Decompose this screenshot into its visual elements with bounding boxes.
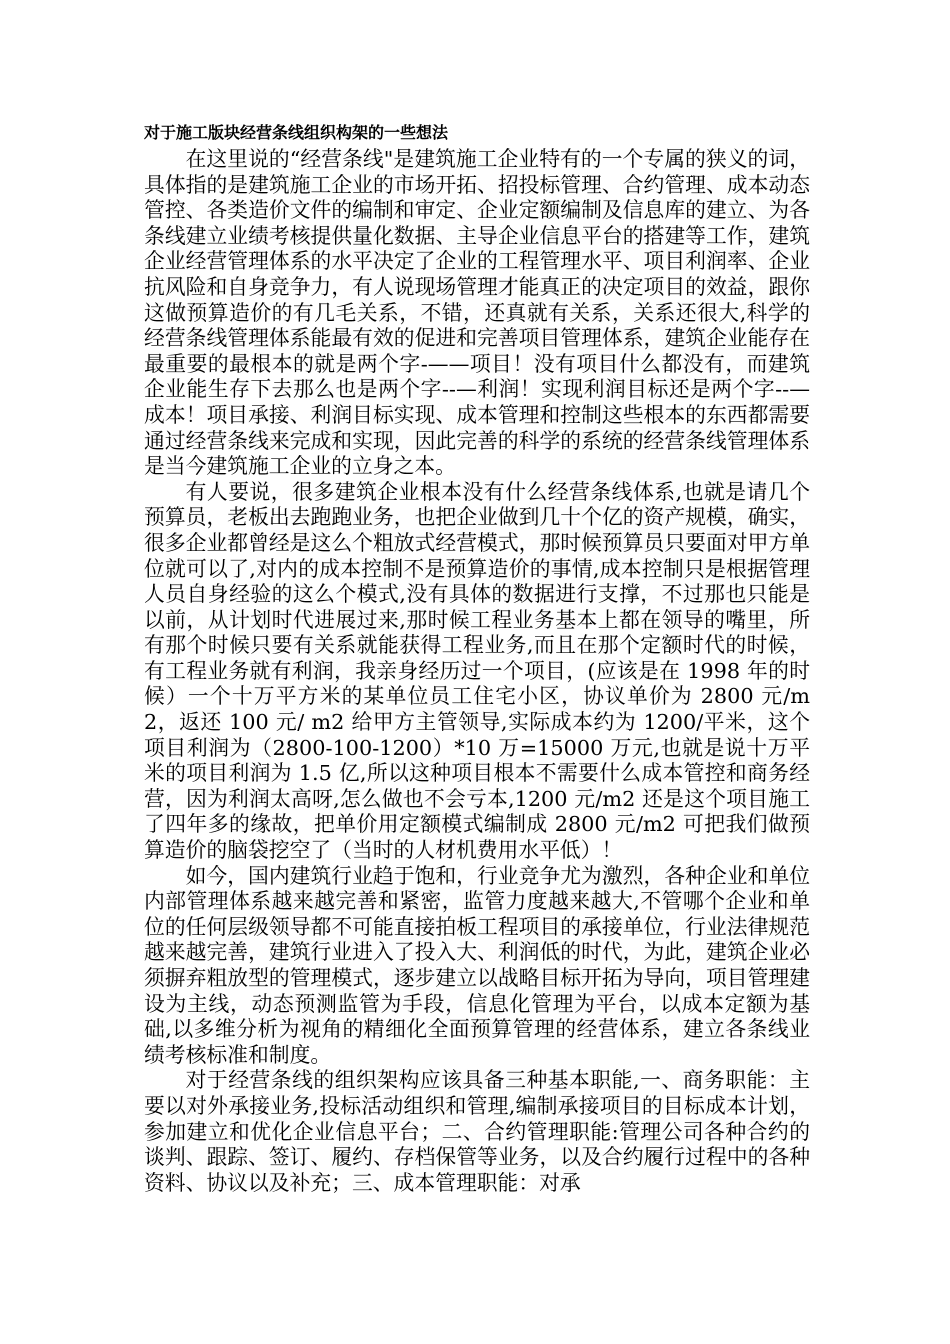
paragraph-1: 在这里说的“经营条线"是建筑施工企业特有的一个专属的狭义的词，具体指的是建筑施工企业的市场开拓、招投标管理、合约管理、成本动态管控、各类造价文件的编制和审定、企业定额编制及信息库的建立、为各条线建立业绩考核提供量化数据、主导企业信息平台的搭建等工作，建筑企业经营管理体系的水平决定了企业的工程管理水平、项目利润率、企业抗风险和自身竞争力，有人说现场管理才能真正的决定项目的效益，跟你这做预算造价的有几毛关系，不错，还真就有关系，关系还很大,科学的经营条线管理体系能最有效的促进和完善项目管理体系，建筑企业能存在最重要的最根本的就是两个字-——项目！没有项目什么都没有，而建筑企业能生存下去那么也是两个字--—利润！实现利润目标还是两个字--—成本！项目承接、利润目标实现、成本管理和控制这些根本的东西都需要通过经营条线来完成和实现，因此完善的科学的系统的经营条线管理体系是当今建筑施工企业的立身之本。	[144, 147, 810, 479]
document-title: 对于施工版块经营条线组织构架的一些想法	[144, 123, 449, 142]
paragraph-4: 对于经营条线的组织架构应该具备三种基本职能,一、商务职能：主要以对外承接业务,投标活动组织和管理,编制承接项目的目标成本计划，参加建立和优化企业信息平台；二、合约管理职能:管理公司各种合约的谈判、跟踪、签订、履约、存档保管等业务，以及合约履行过程中的各种资料、协议以及补充；三、成本管理职能：对承	[144, 1068, 810, 1195]
document-body	[144, 121, 810, 1196]
paragraph-2: 有人要说，很多建筑企业根本没有什么经营条线体系,也就是请几个预算员，老板出去跑跑业务，也把企业做到几十个亿的资产规模，确实，很多企业都曾经是这么个粗放式经营模式，那时候预算员只要面对甲方单位就可以了,对内的成本控制不是预算造价的事情,成本控制只是根据管理人员自身经验的这么个模式,没有具体的数据进行支撑，不过那也只能是以前，从计划时代进展过来,那时候工程业务基本上都在领导的嘴里，所有那个时候只要有关系就能获得工程业务,而且在那个定额时代的时候，有工程业务就有利润，我亲身经历过一个项目，(应该是在 1998 年的时候）一个十万平方米的某单位员工住宅小区，协议单价为 2800 元/m2，返还 100 元/ m2 给甲方主管领导,实际成本约为 1200/平米，这个项目利润为（2800-100-1200）*10 万=15000 万元,也就是说十万平米的项目利润为 1.5 亿,所以这种项目根本不需要什么成本管控和商务经营，因为利润太高呀,怎么做也不会亏本,1200 元/m2 还是这个项目施工了四年多的缘故，把单价用定额模式编制成 2800 元/m2 可把我们做预算造价的脑袋挖空了（当时的人材机费用水平低）！	[144, 479, 810, 863]
paragraph-3: 如今，国内建筑行业趋于饱和，行业竞争尤为激烈，各种企业和单位内部管理体系越来越完善和紧密，监管力度越来越大,不管哪个企业和单位的任何层级领导都不可能直接拍板工程项目的承接单位，行业法律规范越来越完善，建筑行业进入了投入大、利润低的时代，为此，建筑企业必须摒弃粗放型的管理模式，逐步建立以战略目标开拓为导向，项目管理建设为主线，动态预测监管为手段，信息化管理为平台，以成本定额为基础,以多维分析为视角的精细化全面预算管理的经营体系，建立各条线业绩考核标准和制度。	[144, 863, 810, 1067]
